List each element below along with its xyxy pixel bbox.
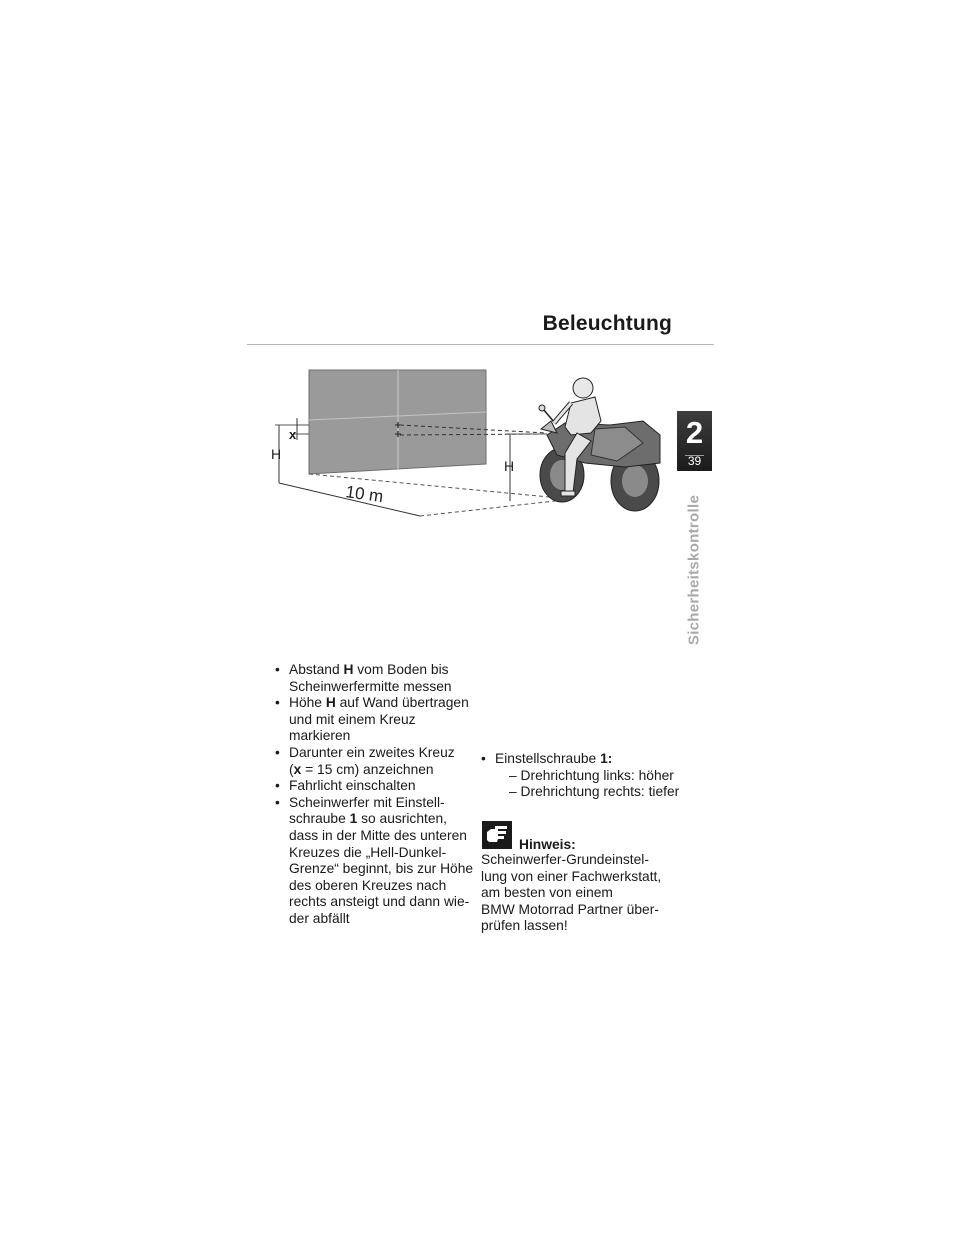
list-item: • Einstellschraube 1: – Drehrichtung links: höher – Drehrichtung rechts: tiefer [481,751,680,800]
instructions-column-right [481,751,681,801]
headlight-adjustment-illustration [265,363,675,523]
height-label-left: H [271,446,282,462]
distance-label: 10 m [344,482,385,507]
note-box: Hinweis: Scheinwerfer-Grundeinstel- lung von einer Fachwerkstatt, am besten von einem BMW Motorrad Partner über- prüfen lassen! [481,818,681,935]
chapter-number: 2 [685,415,704,450]
floor-line-far [420,501,555,516]
height-label-right: H [504,458,515,474]
list-item: • Fahrlicht einschalten [275,778,416,794]
instructions-column-left [275,662,475,928]
list-item: • Abstand H vom Boden bis Scheinwerfermitte messen [275,662,452,694]
list-item: • Darunter ein zweites Kreuz (x = 15 cm) anzeichnen [275,744,455,777]
header-divider [247,344,714,345]
sub-item: – Drehrichtung links: höher [509,767,674,783]
chapter-tab [677,411,712,471]
page-number: 39 [687,454,702,468]
page-title: Beleuchtung [542,312,672,335]
list-item: • Scheinwerfer mit Einstell- schraube 1 so ausrichten, dass in der Mitte des unteren Kreuzes die „Hell-Dunkel- Grenze“ beginnt, bis zur Höhe des oberen Kreuzes nach rechts ansteigt und dann wie- der abfällt [275,794,474,926]
note-label: Hinweis: [519,837,576,852]
motorcycle-with-rider [539,378,660,511]
section-sidebar-label: Sicherheitskontrolle [685,494,703,646]
note-hand-icon [481,820,513,850]
list-item: • Höhe H auf Wand übertragen und mit einem Kreuz markieren [275,695,469,744]
x-label: x [289,427,297,442]
sub-item: – Drehrichtung rechts: tiefer [509,784,680,800]
